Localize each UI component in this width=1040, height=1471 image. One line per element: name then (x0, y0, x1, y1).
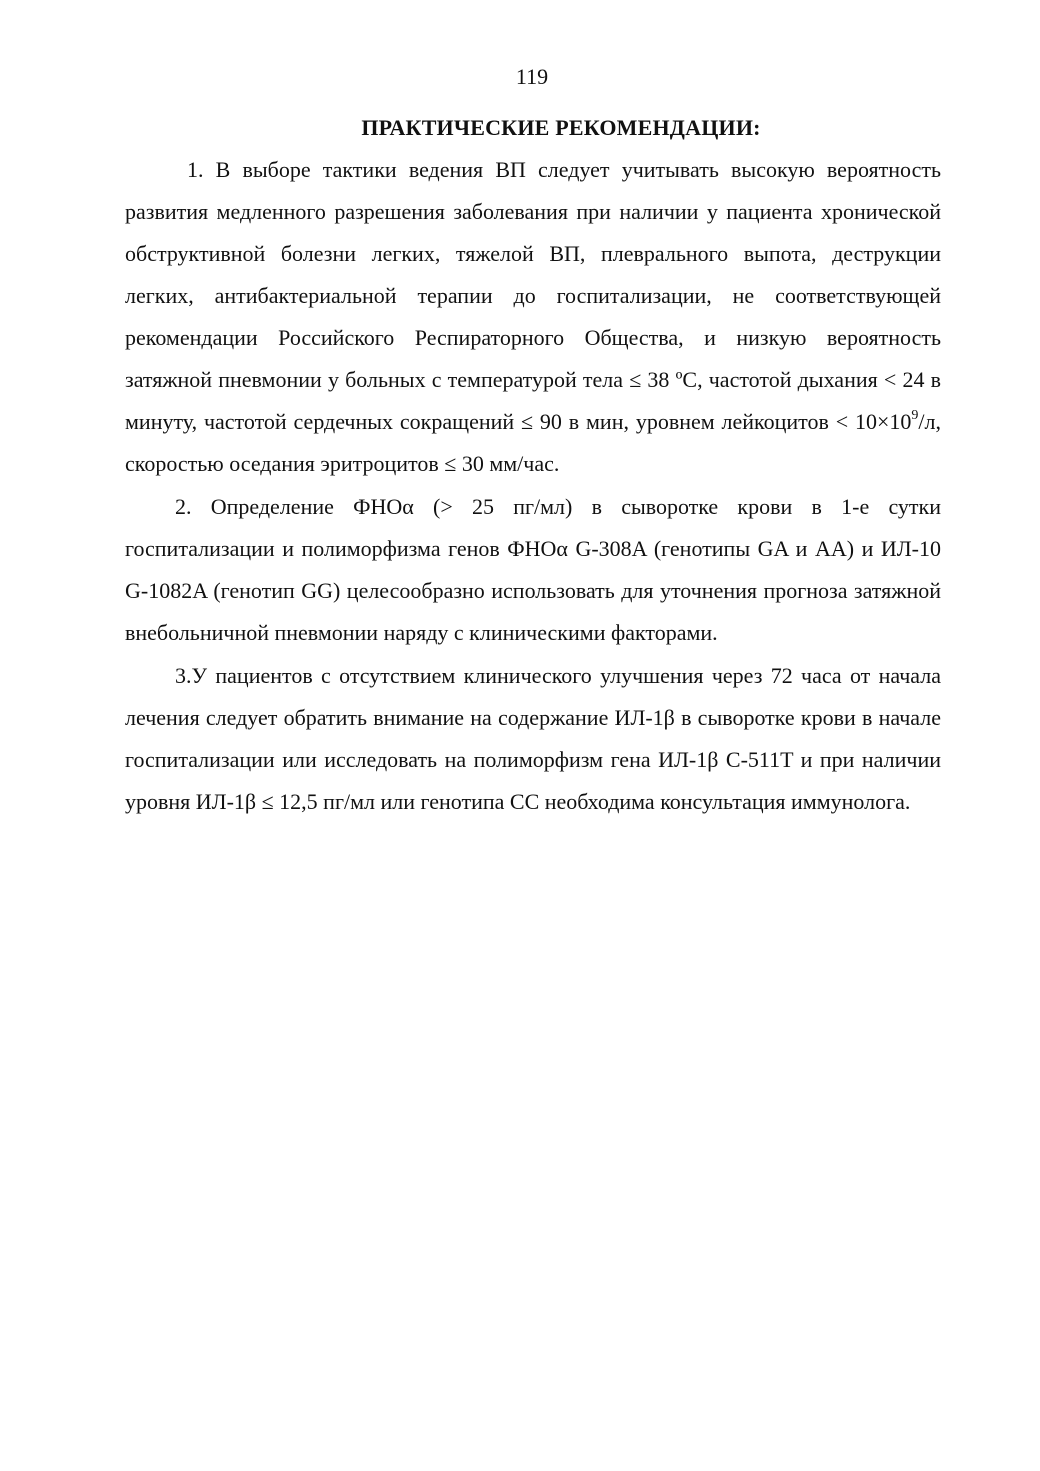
recommendation-1-text-end: /л, скоростью оседания эритроцитов ≤ 30 мм/час. (125, 409, 941, 476)
superscript-exponent: 9 (911, 407, 919, 423)
recommendation-paragraph-1 (125, 149, 941, 485)
recommendation-paragraph-2: 2. Определение ФНОα (> 25 пг/мл) в сыворотке крови в 1-е сутки госпитализации и полиморфизма генов ФНОα G-308A (генотипы GA и AA) и ИЛ-10 G-1082A (генотип GG) целесообразно использовать для уточнения прогноза затяжной внебольничной пневмонии наряду с клиническими факторами. (125, 494, 941, 645)
page-number: 119 (515, 64, 549, 89)
recommendation-1-text: 1. В выборе тактики ведения ВП следует учитывать высокую вероятность развития медленного разрешения заболевания при наличии у пациента хронической обструктивной болезни легких, тяжелой ВП, плеврального выпота, деструкции легких, антибактериальной терапии до госпитализации, не соответствующей рекомендации Российского Респираторного Общества, и низкую вероятность затяжной пневмонии у больных с температурой тела ≤ 38 ºС, частотой дыхания < 24 в минуту, частотой сердечных сокращений ≤ 90 в мин, уровнем лейкоцитов < 10×10 (125, 157, 941, 434)
section-heading: ПРАКТИЧЕСКИЕ РЕКОМЕНДАЦИИ: (361, 115, 761, 140)
recommendation-paragraph-3: 3.У пациентов с отсутствием клинического улучшения через 72 часа от начала лечения следует обратить внимание на содержание ИЛ-1β в сыворотке крови в начале госпитализации или исследовать на полиморфизм гена ИЛ-1β C-511T и при наличии уровня ИЛ-1β ≤ 12,5 пг/мл или генотипа CC необходима консультация иммунолога. (125, 663, 941, 814)
recommendations-body (125, 149, 941, 823)
